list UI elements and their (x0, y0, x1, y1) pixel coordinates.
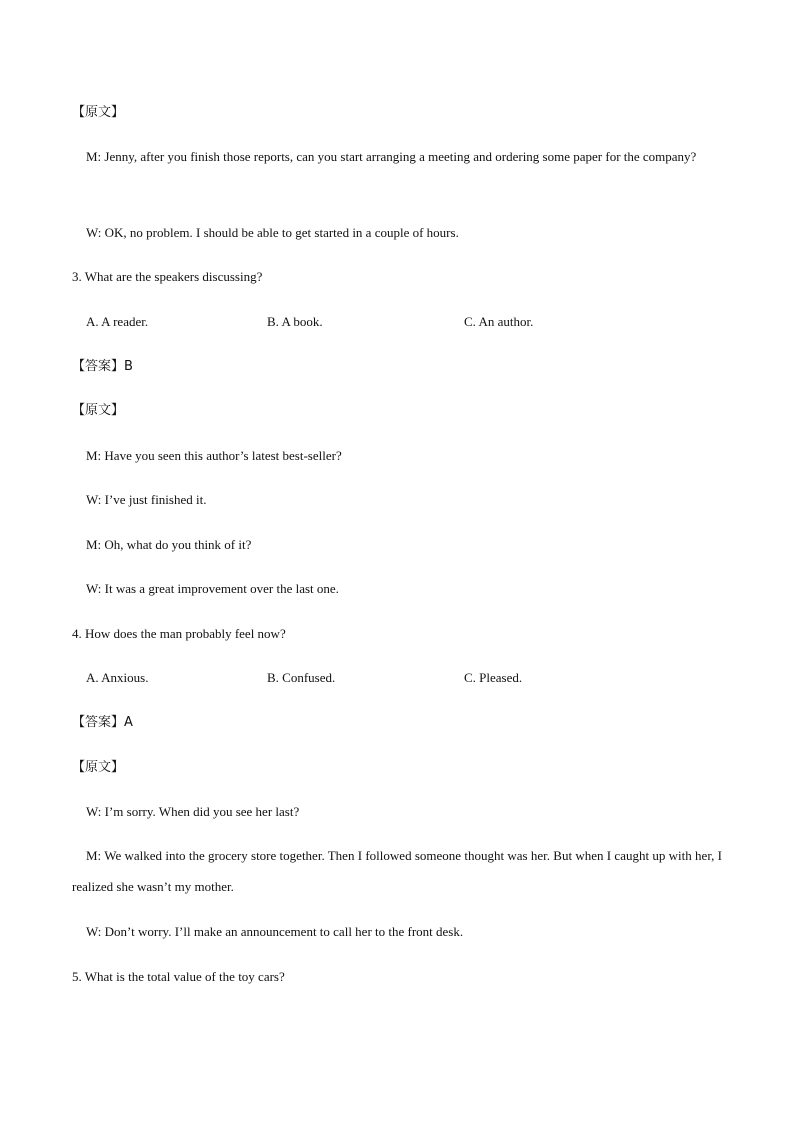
q4-script-line: W: Don’t worry. I’ll make an announcement to call her to the front desk. (86, 924, 464, 939)
q4-option-c: C. Pleased. (464, 670, 523, 685)
q3-option-c: C. An author. (464, 314, 534, 329)
q3-script-label: 【原文】 (72, 403, 125, 418)
q4-script-line: W: I’m sorry. When did you see her last? (86, 804, 300, 819)
q4-script-label: 【原文】 (72, 760, 125, 775)
q3-answer: 【答案】B (72, 359, 133, 374)
question-5: 5. What is the total value of the toy cars? (72, 969, 285, 984)
script-line-w: W: OK, no problem. I should be able to get started in a couple of hours. (86, 225, 459, 240)
q3-option-b: B. A book. (267, 314, 323, 329)
question-3: 3. What are the speakers discussing? (72, 269, 263, 284)
q3-script-line: M: Have you seen this author’s latest best-seller? (86, 448, 342, 463)
q4-option-b: B. Confused. (267, 670, 336, 685)
q3-script-line: W: I’ve just finished it. (86, 492, 207, 507)
q3-script-line: W: It was a great improvement over the last one. (86, 581, 339, 596)
question-4: 4. How does the man probably feel now? (72, 626, 286, 641)
script-line-m: M: Jenny, after you finish those reports, can you start arranging a meeting and ordering some paper for the company? (86, 149, 697, 164)
q4-answer: 【答案】A (72, 715, 133, 730)
q3-script-line: M: Oh, what do you think of it? (86, 537, 252, 552)
q4-option-a: A. Anxious. (86, 670, 149, 685)
q4-script-line: M: We walked into the grocery store together. Then I followed someone thought was her. But when I caught up with her, I realized she wasn’t my mother. (72, 848, 722, 894)
script-label: 【原文】 (72, 105, 125, 120)
q3-option-a: A. A reader. (86, 314, 149, 329)
